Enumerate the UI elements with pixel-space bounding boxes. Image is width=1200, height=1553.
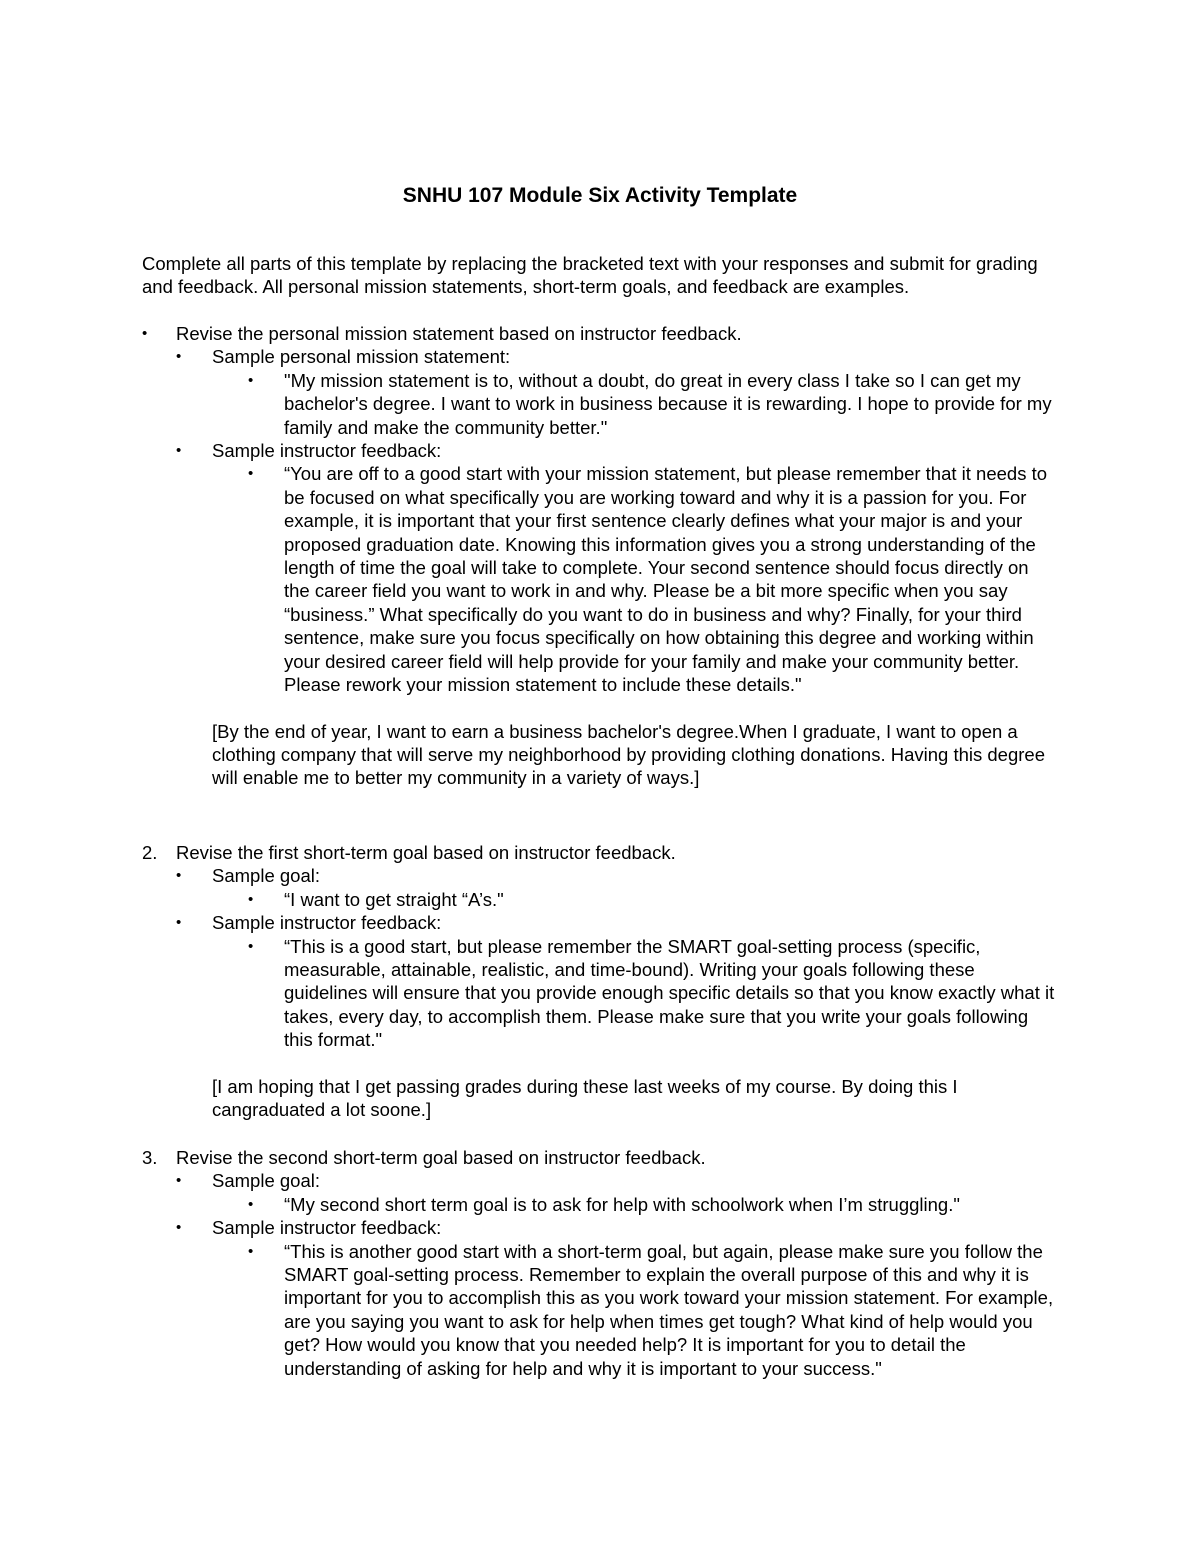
- bullet-icon: •: [176, 867, 182, 885]
- feedback-label-item: • Sample instructor feedback:: [176, 1217, 442, 1239]
- section-heading: 3. Revise the second short-term goal based on instructor feedback.: [142, 1147, 706, 1168]
- bullet-icon: •: [248, 937, 254, 955]
- section-number: 2.: [142, 842, 158, 863]
- section-number: 3.: [142, 1147, 158, 1168]
- sample-label-item: • Sample goal:: [176, 1170, 320, 1192]
- response-field[interactable]: [By the end of year, I want to earn a business bachelor's degree.When I graduate, I want to open a clothing company that will serve my neighborhood by providing clothing donations. Having this degree will enable me to better my community in a variety of ways.]: [212, 720, 1045, 789]
- bullet-icon: •: [176, 1172, 182, 1190]
- feedback-text-item: • “This is a good start, but please remember the SMART goal-setting process (specific, measurable, attainable, realistic, and time-bound). Writing your goals following these guidelines will ensure that you provide enough specific details so that you know exactly what it takes, every day, to accomplish them. Please make sure that you write your goals following this format.": [248, 935, 1055, 1051]
- bullet-icon: •: [248, 1195, 254, 1213]
- feedback-label-item: • Sample instructor feedback:: [176, 912, 442, 934]
- bullet-icon: •: [248, 1242, 254, 1260]
- sample-text-item: • “I want to get straight “A’s.": [248, 888, 504, 910]
- bullet-icon: •: [248, 465, 254, 483]
- bullet-icon: •: [176, 348, 182, 366]
- section-heading: 2. Revise the first short-term goal based on instructor feedback.: [142, 842, 676, 863]
- section-first-goal: [142, 841, 1072, 1121]
- section-mission-statement: [142, 322, 1072, 790]
- feedback-text-item: • “You are off to a good start with your mission statement, but please remember that it needs to be focused on what specifically you are working toward and why it is a passion for you. For example, it is important that your first sentence clearly defines what your major is and your proposed graduation date. Knowing this information gives you a strong understanding of the length of time the goal will take to complete. Your second sentence should focus directly on the career field you want to work in and why. Please be a bit more specific when you say “business.” What specifically do you want to do in business and why? Finally, for your third sentence, make sure you focus specifically on how obtaining this degree and working within your desired career field will help provide for your family and make your community better. Please rework your mission statement to include these details.": [248, 463, 1048, 696]
- bullet-icon: •: [176, 1219, 182, 1237]
- bullet-icon: •: [248, 371, 254, 389]
- document-title: SNHU 107 Module Six Activity Template: [402, 184, 798, 207]
- feedback-text-item: • “This is another good start with a short-term goal, but again, please make sure you follow the SMART goal-setting process. Remember to explain the overall purpose of this and why it is important for you to accomplish this as you work toward your mission statement. For example, are you saying you want to ask for help when times get tough? What kind of help would you get? How would you know that you needed help? It is important for you to detail the understanding of asking for help and why it is important to your success.": [248, 1240, 1054, 1379]
- section-heading: • Revise the personal mission statement based on instructor feedback.: [142, 323, 742, 344]
- bullet-icon: •: [176, 442, 182, 460]
- response-field[interactable]: [I am hoping that I get passing grades during these last weeks of my course. By doing this I cangraduated a lot soone.]: [212, 1075, 958, 1121]
- sample-label-item: • Sample personal mission statement:: [176, 346, 511, 368]
- section-second-goal: [142, 1146, 1072, 1380]
- sample-text-item: • "My mission statement is to, without a doubt, do great in every class I take so I can get my bachelor's degree. I want to work in business because it is rewarding. I hope to provide for my family and make the community better.": [248, 369, 1052, 438]
- feedback-label-item: • Sample instructor feedback:: [176, 440, 442, 462]
- sample-text-item: • “My second short term goal is to ask for help with schoolwork when I’m struggling.": [248, 1193, 960, 1215]
- sample-label-item: • Sample goal:: [176, 865, 320, 887]
- bullet-icon: •: [176, 914, 182, 932]
- bullet-icon: •: [248, 890, 254, 908]
- intro-paragraph: Complete all parts of this template by replacing the bracketed text with your responses and submit for grading and feedback. All personal mission statements, short-term goals, and feedback are examples.: [142, 253, 1038, 298]
- bullet-icon: •: [142, 325, 148, 342]
